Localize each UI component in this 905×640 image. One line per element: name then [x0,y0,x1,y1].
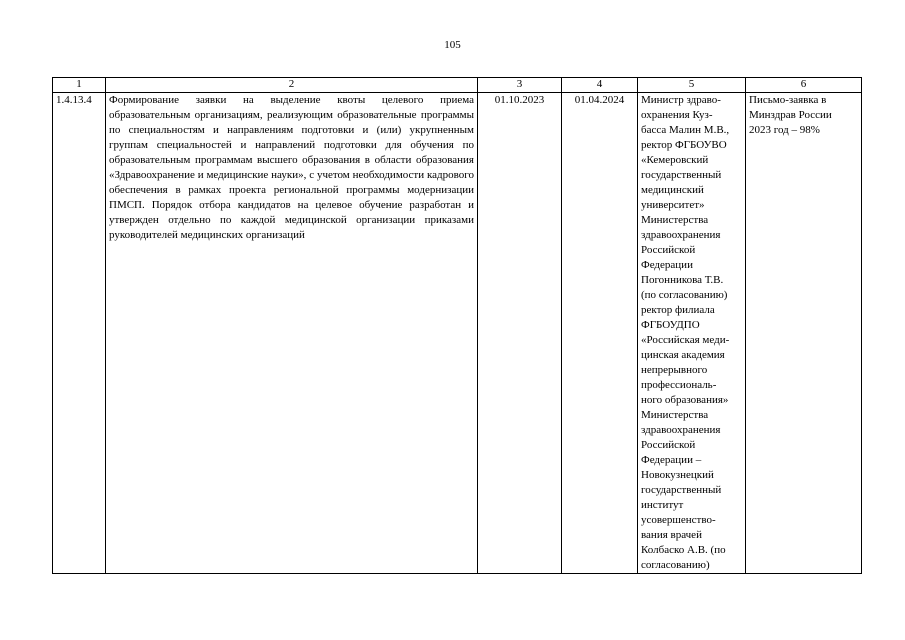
responsible-line: ректор филиала [641,304,715,316]
responsible-line: Федерации [641,259,693,271]
responsible-line: вания врачей [641,529,702,541]
responsible-line: медицинский [641,184,704,196]
column-header-1: 1 [53,78,106,93]
start-date-cell: 01.10.2023 [478,93,562,574]
responsible-line: здравоохранения [641,229,721,241]
responsible-line: басса Малин М.В., [641,124,730,136]
column-number-row [53,78,862,93]
column-header-6: 6 [746,78,862,93]
end-date-cell: 01.04.2024 [562,93,638,574]
responsible-line: ФГБОУДПО [641,319,700,331]
responsible-line: ректор ФГБОУВО [641,139,727,151]
responsible-line: согласованию) [641,559,710,571]
responsible-line: Колбаско А.В. (по [641,544,726,556]
responsible-line: ного образования» [641,394,729,406]
responsible-line: цинская академия [641,349,725,361]
responsible-line: Федерации – [641,454,702,466]
page-number: 105 [444,39,461,51]
responsible-line: здравоохранения [641,424,721,436]
responsible-line: «Кемеровский [641,154,709,166]
responsible-line: Российской [641,439,696,451]
responsible-line: Министерства [641,409,709,421]
responsible-line: Министерства [641,214,709,226]
responsible-line: (по согласованию) [641,289,728,301]
responsible-line: непрерывного [641,364,708,376]
responsible-line: государственный [641,484,722,496]
table-row [53,93,862,574]
column-header-4: 4 [562,78,638,93]
responsible-cell [638,93,746,574]
responsible-line: институт [641,499,684,511]
responsible-line: «Российская меди- [641,334,730,346]
result-line: 2023 год – 98% [749,124,820,136]
responsible-line: усовершенство- [641,514,716,526]
plan-table [52,77,862,574]
responsible-line: университет» [641,199,705,211]
column-header-2: 2 [106,78,478,93]
result-cell [746,93,862,574]
column-header-5: 5 [638,78,746,93]
column-header-3: 3 [478,78,562,93]
responsible-line: Новокузнецкий [641,469,714,481]
item-number-cell: 1.4.13.4 [53,93,106,574]
description-cell: Формирование заявки на выделение квоты целевого приема образовательным организациям, реализующим образовательные программы по специальностям и направлениям подготовки и (или) укрупненным группам специальностей и направлений подготовки для обучения по образовательным программам высшего образования в области образования «Здравоохранение и медицинские науки», с учетом необходимости кадрового обеспечения в рамках проекта региональной программы модернизации ПМСП. Порядок отбора кандидатов на целевое обучение разработан и утвержден отдельно по каждой медицинской организации приказами руководителей медицинских организаций [106,93,478,574]
result-line: Письмо-заявка в [749,94,827,106]
responsible-line: Погонникова Т.В. [641,274,724,286]
responsible-line: Российской [641,244,696,256]
result-line: Минздрав России [749,109,832,121]
responsible-line: профессиональ- [641,379,717,391]
responsible-line: Министр здраво- [641,94,721,106]
responsible-line: охранения Куз- [641,109,713,121]
responsible-line: государственный [641,169,722,181]
